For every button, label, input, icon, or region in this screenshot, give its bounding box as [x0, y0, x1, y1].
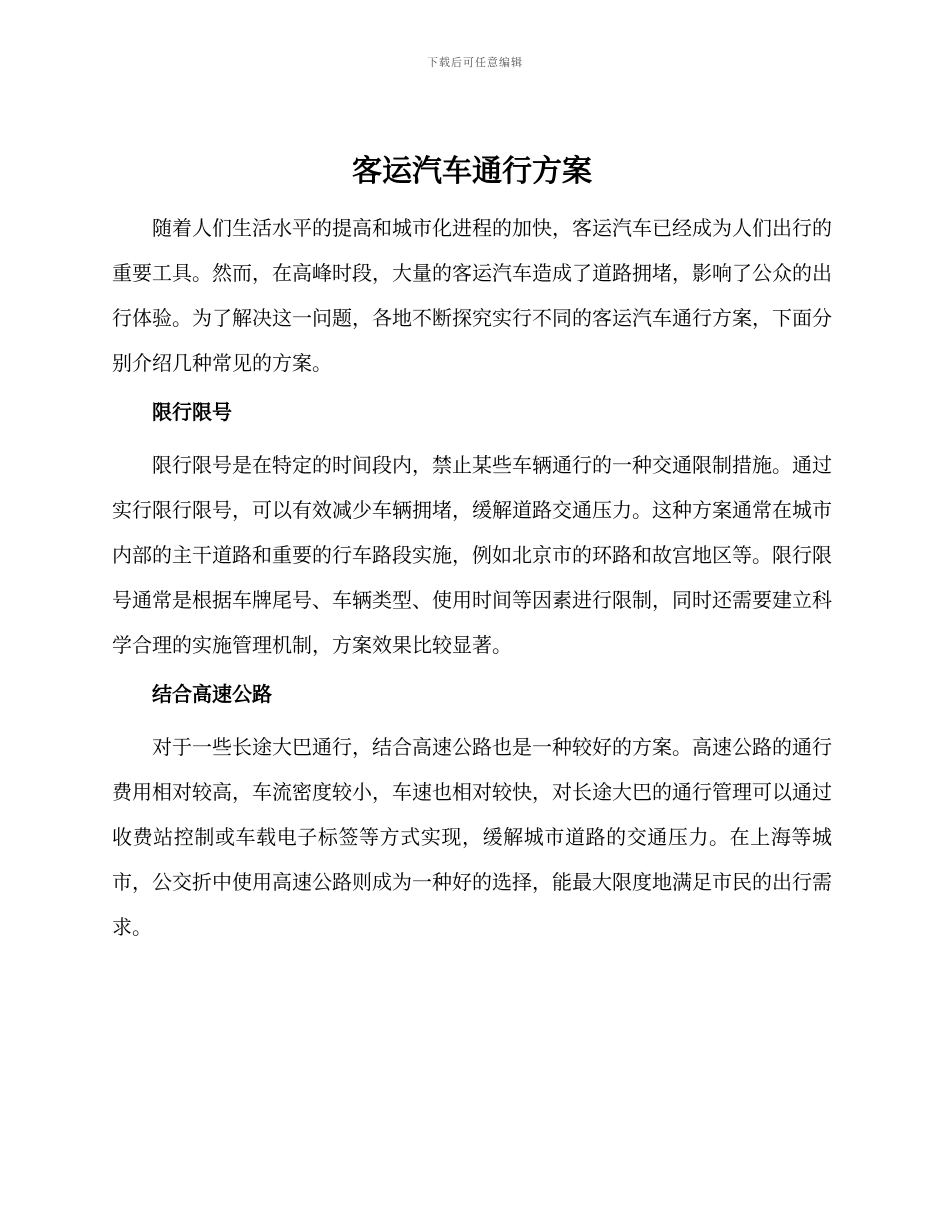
intro-paragraph: 随着人们生活水平的提高和城市化进程的加快，客运汽车已经成为人们出行的重要工具。然而，在高峰时段，大量的客运汽车造成了道路拥堵，影响了公众的出行体验。为了解决这一问题，各地不断探究实行不同的客运汽车通行方案，下面分别介绍几种常见的方案。 — [112, 216, 832, 375]
section-heading-expressway: 结合高速公路 — [152, 682, 272, 706]
document-title: 客运汽车通行方案 — [352, 154, 592, 189]
section-body-expressway: 对于一些长途大巴通行，结合高速公路也是一种较好的方案。高速公路的通行费用相对较高，车流密度较小，车速也相对较快，对长途大巴的通行管理可以通过收费站控制或车载电子标签等方式实现，缓解城市道路的交通压力。在上海等城市，公交折中使用高速公路则成为一种好的选择，能最大限度地满足市民的出行需求。 — [112, 735, 832, 939]
header-note: 下载后可任意编辑 — [427, 56, 523, 69]
section-heading-restriction: 限行限号 — [152, 400, 232, 424]
document-body — [112, 150, 832, 950]
section-body-restriction: 限行限号是在特定的时间段内，禁止某些车辆通行的一种交通限制措施。通过实行限行限号，可以有效减少车辆拥堵，缓解道路交通压力。这种方案通常在城市内部的主干道路和重要的行车路段实施，例如北京市的环路和故宫地区等。限行限号通常是根据车牌尾号、车辆类型、使用时间等因素进行限制，同时还需要建立科学合理的实施管理机制，方案效果比较显著。 — [112, 453, 832, 657]
